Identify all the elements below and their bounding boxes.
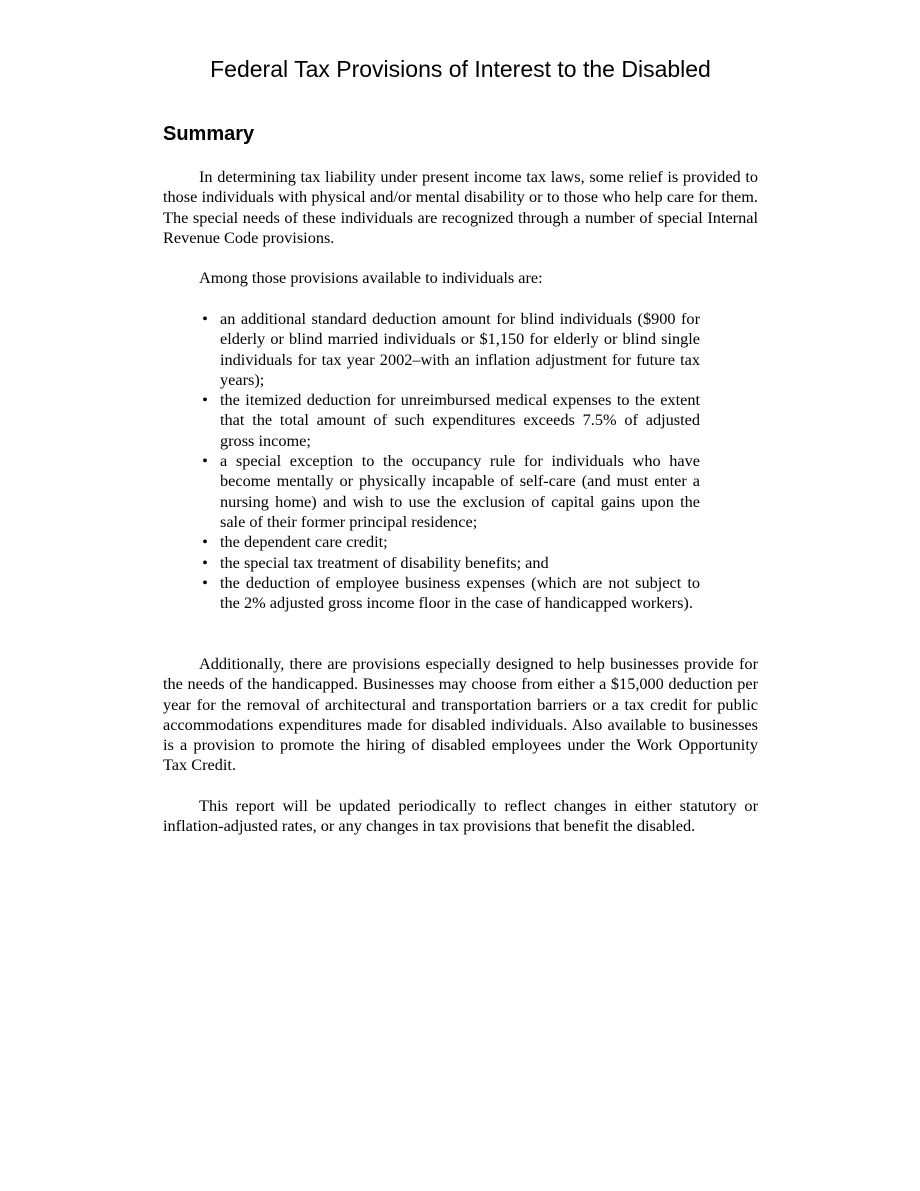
summary-paragraph-1: In determining tax liability under present income tax laws, some relief is provided to those individuals with physical and/or mental disability or to those who help care for them. The special needs of these individuals are recognized through a number of special Internal Revenue Code provisions.: [163, 167, 758, 247]
bullet-icon: •: [202, 532, 208, 552]
list-item: [198, 309, 700, 390]
summary-paragraph-4: This report will be updated periodically to reflect changes in either statutory or inflation-adjusted rates, or any changes in tax provisions that benefit the disabled.: [163, 796, 758, 836]
list-item-text: the dependent care credit;: [220, 532, 388, 552]
list-item-text: a special exception to the occupancy rule for individuals who have become mentally or physically incapable of self-care (and must enter a nursing home) and wish to use the exclusion of capital gains upon the sale of their former principal residence;: [220, 451, 700, 531]
summary-paragraph-2: Among those provisions available to individuals are:: [199, 268, 543, 287]
bullet-icon: •: [202, 552, 208, 572]
section-heading-summary: Summary: [163, 123, 255, 145]
summary-paragraph-3: Additionally, there are provisions especially designed to help businesses provide for the needs of the handicapped. Businesses may choose from either a $15,000 deduction per year for the removal of architectural and transportation barriers or a tax credit for public accommodations expenditures made for disabled individuals. Also available to businesses is a provision to promote the hiring of disabled employees under the Work Opportunity Tax Credit.: [163, 654, 758, 775]
bullet-icon: •: [202, 390, 208, 410]
list-item: [198, 451, 700, 532]
list-item-text: an additional standard deduction amount for blind individuals ($900 for elderly or blind married individuals or $1,150 for elderly or blind single individuals for tax year 2002–with an inflation adjustment for future tax years);: [220, 309, 700, 389]
list-item-text: the special tax treatment of disability benefits; and: [220, 552, 549, 572]
list-item-text: the itemized deduction for unreimbursed medical expenses to the extent that the total amount of such expenditures exceeds 7.5% of adjusted gross income;: [220, 390, 700, 450]
document-title: Federal Tax Provisions of Interest to the Disabled: [210, 56, 711, 82]
list-item: [198, 573, 700, 614]
bullet-icon: •: [202, 451, 208, 471]
provisions-list: [198, 309, 700, 613]
bullet-icon: •: [202, 309, 208, 328]
list-item: [198, 532, 700, 552]
bullet-icon: •: [202, 572, 208, 592]
list-item: [198, 553, 700, 573]
list-item-text: the deduction of employee business expenses (which are not subject to the 2% adjusted gross income floor in the case of handicapped workers).: [220, 572, 700, 613]
list-item: [198, 390, 700, 451]
